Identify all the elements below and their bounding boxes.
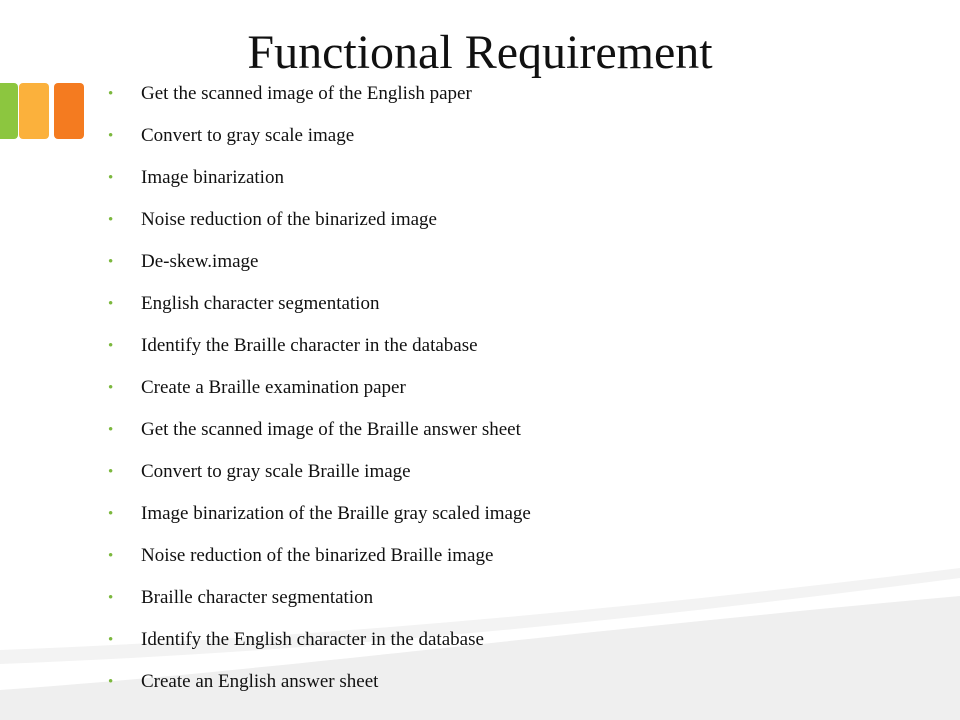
bullet-icon: •: [108, 422, 114, 438]
bullet-icon: •: [108, 506, 114, 522]
bullet-icon: •: [108, 338, 114, 354]
list-item-text: Image binarization of the Braille gray scaled image: [141, 503, 531, 524]
list-item: [108, 118, 531, 160]
bullet-icon: •: [108, 548, 114, 564]
list-item: [108, 664, 531, 706]
bullet-icon: •: [108, 590, 114, 606]
list-item-text: Get the scanned image of the Braille answer sheet: [141, 419, 521, 440]
bullet-icon: •: [108, 632, 114, 648]
bullet-icon: •: [108, 380, 114, 396]
list-item: [108, 76, 531, 118]
list-item: [108, 622, 531, 664]
list-item-text: Noise reduction of the binarized Braille image: [141, 545, 494, 566]
list-item-text: English character segmentation: [141, 293, 380, 314]
bullet-icon: •: [108, 254, 114, 270]
list-item-text: Identify the Braille character in the database: [141, 335, 478, 356]
list-item: [108, 286, 531, 328]
list-item: [108, 328, 531, 370]
list-item: [108, 370, 531, 412]
requirements-list: [108, 76, 531, 706]
list-item-text: Image binarization: [141, 167, 284, 188]
bullet-icon: •: [108, 674, 114, 690]
bullet-icon: •: [108, 296, 114, 312]
list-item-text: Create an English answer sheet: [141, 671, 379, 692]
list-item-text: Identify the English character in the database: [141, 629, 484, 650]
bullet-icon: •: [108, 86, 114, 102]
list-item-text: Convert to gray scale image: [141, 125, 355, 146]
list-item-text: Create a Braille examination paper: [141, 377, 406, 398]
list-item: [108, 496, 531, 538]
accent-bar-yellow: [19, 83, 49, 139]
list-item: [108, 202, 531, 244]
list-item: [108, 580, 531, 622]
accent-bar-orange: [54, 83, 84, 139]
list-item-text: De-skew.image: [141, 251, 259, 272]
list-item-text: Noise reduction of the binarized image: [141, 209, 437, 230]
bullet-icon: •: [108, 128, 114, 144]
accent-bar-green: [0, 83, 18, 139]
list-item-text: Get the scanned image of the English paper: [141, 83, 472, 104]
list-item: [108, 454, 531, 496]
bullet-icon: •: [108, 212, 114, 228]
list-item: [108, 160, 531, 202]
list-item: [108, 412, 531, 454]
list-item-text: Convert to gray scale Braille image: [141, 461, 411, 482]
list-item-text: Braille character segmentation: [141, 587, 374, 608]
bullet-icon: •: [108, 464, 114, 480]
list-item: [108, 244, 531, 286]
slide-title: Functional Requirement: [247, 26, 713, 79]
list-item: [108, 538, 531, 580]
bullet-icon: •: [108, 170, 114, 186]
